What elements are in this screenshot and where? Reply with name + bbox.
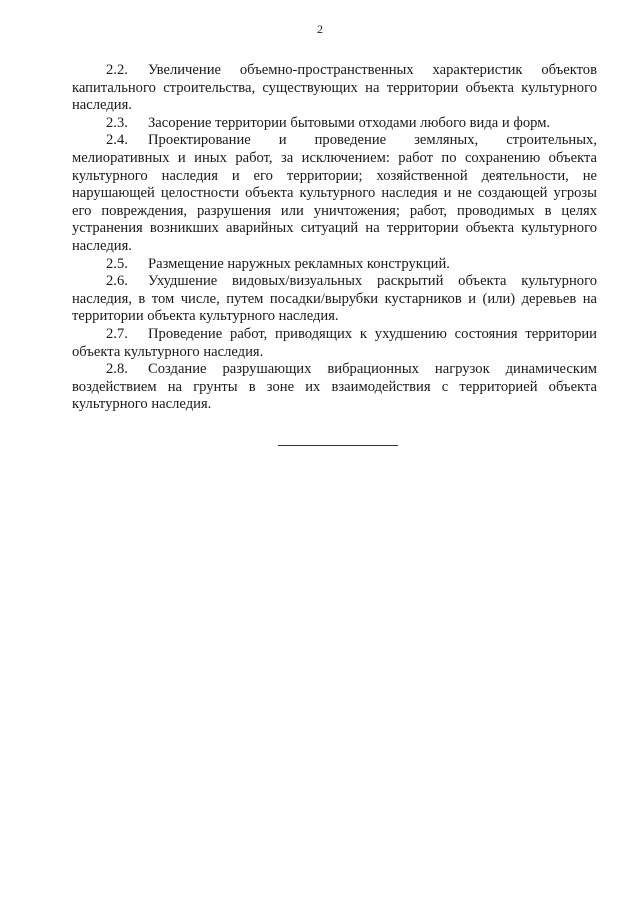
item-number: 2.2. — [106, 62, 128, 78]
list-item — [72, 132, 597, 255]
item-number: 2.6. — [106, 273, 128, 290]
item-number: 2.8. — [106, 361, 128, 378]
item-number: 2.5. — [106, 255, 128, 272]
separator-line — [278, 445, 398, 446]
item-text: Ухудшение видовых/визуальных раскрытий объекта культурного наследия, в том числе, путем посадки/вырубки кустарников и (или) деревьев на территории объекта культурного наследия. — [72, 273, 597, 325]
item-text: Создание разрушающих вибрационных нагрузок динамическим воздействием на грунты в зоне их взаимодействия с территорией объекта культурного наследия. — [72, 361, 597, 413]
item-text: Увеличение объемно-пространственных характеристик объектов капитального строительства, существующих на территории объекта культурного наследия. — [72, 62, 597, 114]
page-number: 2 — [317, 22, 323, 36]
list-item — [72, 273, 597, 326]
list-item — [72, 115, 597, 133]
item-text: Размещение наружных рекламных конструкций. — [148, 255, 450, 272]
list-item — [72, 361, 597, 414]
list-item — [72, 256, 597, 274]
item-number: 2.7. — [106, 325, 128, 342]
list-item — [72, 62, 597, 115]
item-text: Проектирование и проведение земляных, строительных, мелиоративных и иных работ, за исключением: работ по сохранению объекта культурного наследия и его территории; хозяйственной деятельности, не нарушающей целостности объекта культурного наследия и не создающей угрозы его повреждения, разрушения или уничтожения; работ, проводимых в целях устранения возникших аварийных ситуаций на территории объекта культурного наследия. — [72, 132, 597, 254]
item-text: Засорение территории бытовыми отходами любого вида и форм. — [148, 114, 551, 131]
item-number: 2.4. — [106, 132, 128, 149]
item-text: Проведение работ, приводящих к ухудшению состояния территории объекта культурного наследия. — [72, 325, 597, 360]
document-body — [72, 62, 597, 414]
list-item — [72, 326, 597, 361]
item-number: 2.3. — [106, 114, 128, 131]
